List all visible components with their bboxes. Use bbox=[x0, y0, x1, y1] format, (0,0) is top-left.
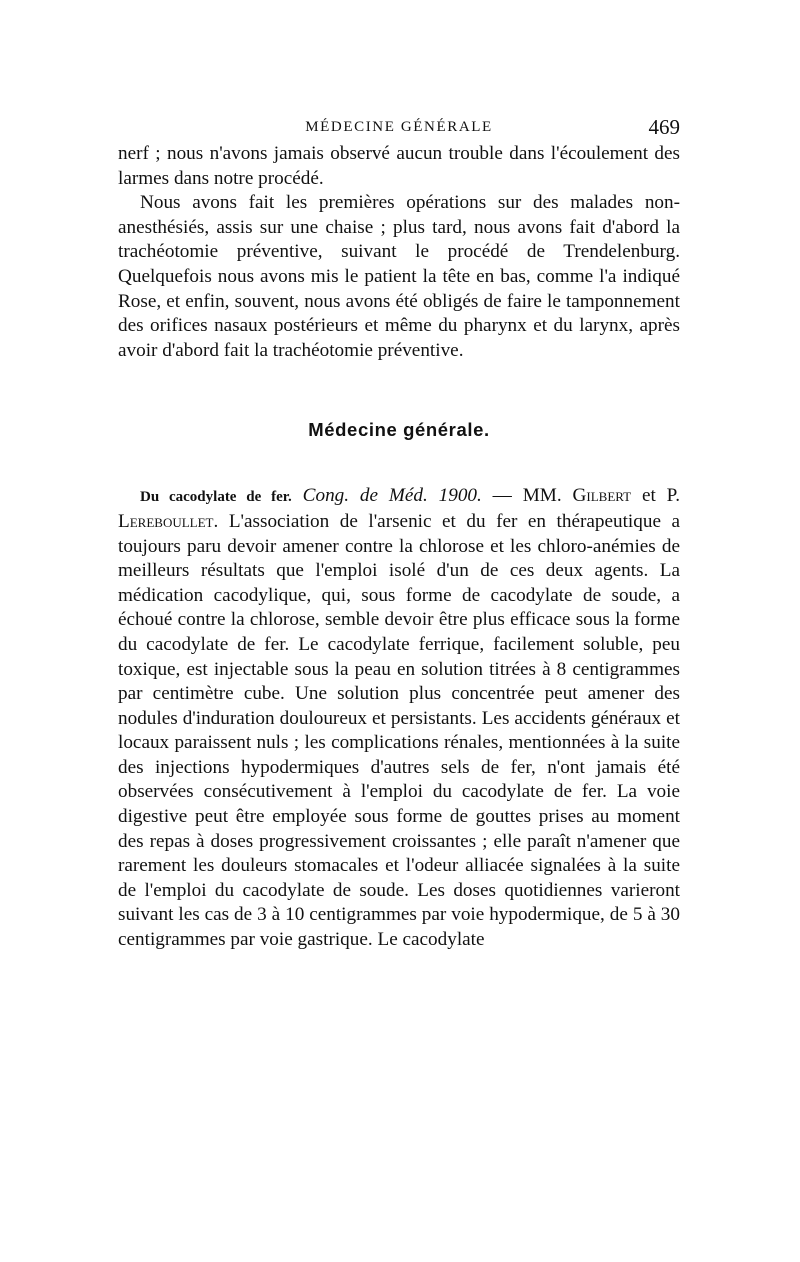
page-number: 469 bbox=[648, 115, 680, 139]
entry-body: L'association de l'arsenic et du fer en thérapeutique a toujours paru devoir amener contre la chlorose et les chloro-anémies de meilleurs résultats que l'emploi isolé d'un de ces deux agents. La médication cacodylique, qui, sous forme de cacodylate de soude, a échoué contre la chlorose, semble devoir être plus efficace sous la forme du cacodylate de fer. Le cacodylate ferrique, facilement soluble, peu toxique, est injectable sous la peau en solution titrées à 8 centigrammes par centimètre cube. Une solution plus concentrée peut amener des nodules d'induration douloureux et persistants. Les accidents généraux et locaux paraissent nuls ; les complications rénales, mentionnées à la suite des injections hypodermiques d'autres sels de fer, n'ont jamais été observées consécutivement à l'emploi du cacodylate de fer. La voie digestive peut être employée sous forme de gouttes prises au moment des repas à doses progressivement croissantes ; elle paraît n'amener que rarement les douleurs stomacales et l'odeur alliacée signalées à la suite de l'emploi du cacodylate de soude. Les doses quotidiennes varieront suivant les cas de 3 à 10 centigrammes par voie hypodermique, de 5 à 30 centigrammes par voie gastrique. Le cacodylate bbox=[118, 510, 681, 951]
entry-dash: — bbox=[481, 485, 523, 507]
authors-prefix: MM. bbox=[522, 485, 573, 507]
operations-paragraph: Nous avons fait les premières opérations sur des malades non-anesthésiés, assis sur une chaise ; plus tard, nous avons fait d'abord la trachéotomie préventive, suivant le procédé de Trendelenburg. Quelquefois nous avons mis le patient la tête en bas, comme l'a indiqué Rose, et enfin, souvent, nous avons été obligés de faire le tamponnement des orifices nasaux postérieurs et même du pharynx et du larynx, après avoir d'abord fait la trachéotomie préventive. bbox=[118, 192, 680, 361]
cacodylate-entry bbox=[118, 484, 680, 952]
entry-source: Cong. de Méd. 1900. bbox=[302, 485, 482, 507]
running-header bbox=[118, 112, 680, 142]
author-lereboullet: Lereboullet bbox=[118, 510, 214, 532]
entry-title: Du cacodylate de fer. bbox=[140, 489, 292, 506]
author-join: et P. bbox=[631, 485, 681, 507]
book-page bbox=[118, 112, 680, 953]
section-heading: Médecine générale. bbox=[308, 419, 490, 441]
continuation-paragraph: nerf ; nous n'avons jamais observé aucun trouble dans l'écoulement des larmes dans notre procédé. bbox=[118, 143, 680, 189]
author-suffix: . bbox=[213, 510, 229, 532]
author-gilbert: Gilbert bbox=[572, 485, 632, 507]
running-title: MÉDECINE GÉNÉRALE bbox=[305, 119, 493, 135]
entry-title-space bbox=[292, 485, 303, 506]
